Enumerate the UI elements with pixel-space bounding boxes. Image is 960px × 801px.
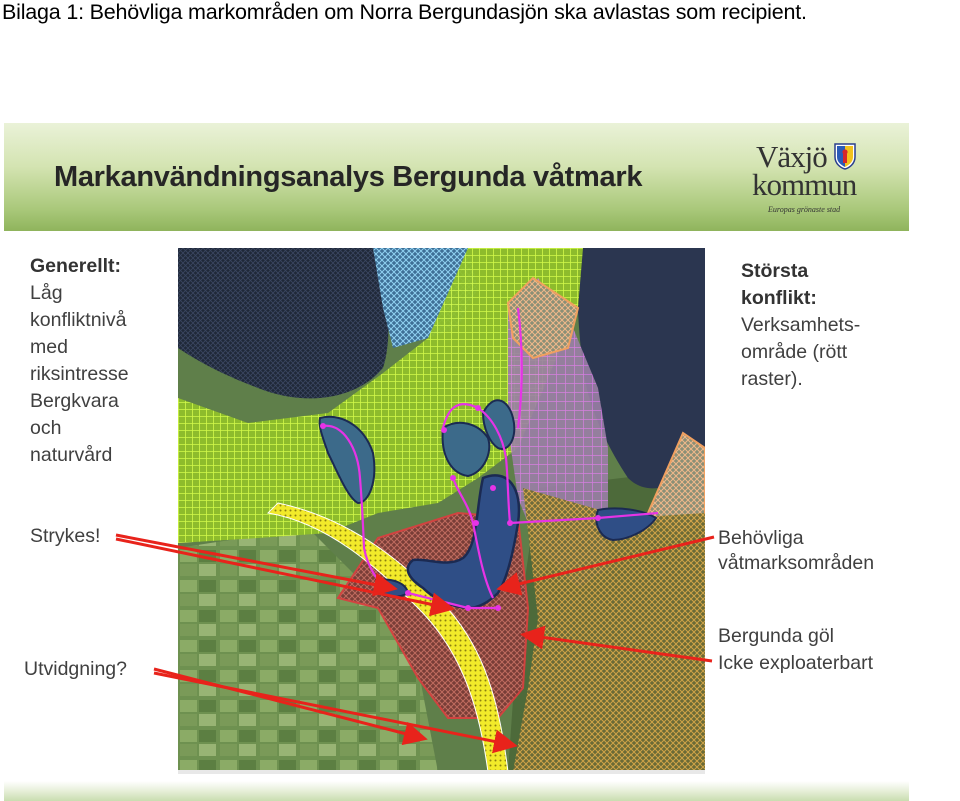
logo-text-kommun: kommun: [752, 167, 857, 202]
right-line-1: område (rött: [741, 341, 848, 363]
left-heading: Generellt:: [30, 255, 122, 277]
right-heading-1: konflikt:: [741, 287, 817, 309]
left-line-6: naturvård: [30, 444, 113, 466]
embedded-slide: [4, 123, 909, 801]
logo-tagline: Europas grönaste stad: [768, 205, 841, 214]
left-line-5: och: [30, 417, 62, 439]
right-heading-0: Största: [741, 260, 809, 282]
document-caption: Bilaga 1: Behövliga markområden om Norra Bergundasjön ska avlastas som recipient.: [2, 0, 807, 24]
left-line-2: med: [30, 336, 68, 358]
label-behovliga-0: Behövliga: [718, 527, 804, 549]
label-gol-1: Icke exploaterbart: [718, 652, 874, 674]
slide-title: Markanvändningsanalys Bergunda våtmark: [54, 161, 643, 193]
logo-text-vaxjo: Växjö: [756, 139, 827, 174]
left-line-0: Låg: [30, 282, 63, 304]
label-utvidgning: Utvidgning?: [24, 658, 127, 680]
arrow-strykes-2: [116, 539, 449, 608]
left-line-1: konfliktnivå: [30, 309, 127, 331]
arrow-strykes-1: [116, 535, 392, 588]
label-strykes: Strykes!: [30, 525, 101, 547]
arrow-utvidgning-1: [154, 669, 422, 738]
annotation-arrows: [4, 123, 909, 801]
right-line-0: Verksamhets-: [741, 314, 861, 336]
arrow-gol: [526, 635, 712, 661]
label-behovliga-1: våtmarksområden: [718, 552, 875, 574]
label-gol-0: Bergunda göl: [718, 625, 835, 647]
left-line-3: riksintresse: [30, 363, 129, 385]
arrow-behovliga: [502, 537, 714, 588]
arrow-utvidgning-2: [154, 673, 512, 745]
left-line-4: Bergkvara: [30, 390, 119, 412]
right-line-2: raster).: [741, 368, 803, 390]
